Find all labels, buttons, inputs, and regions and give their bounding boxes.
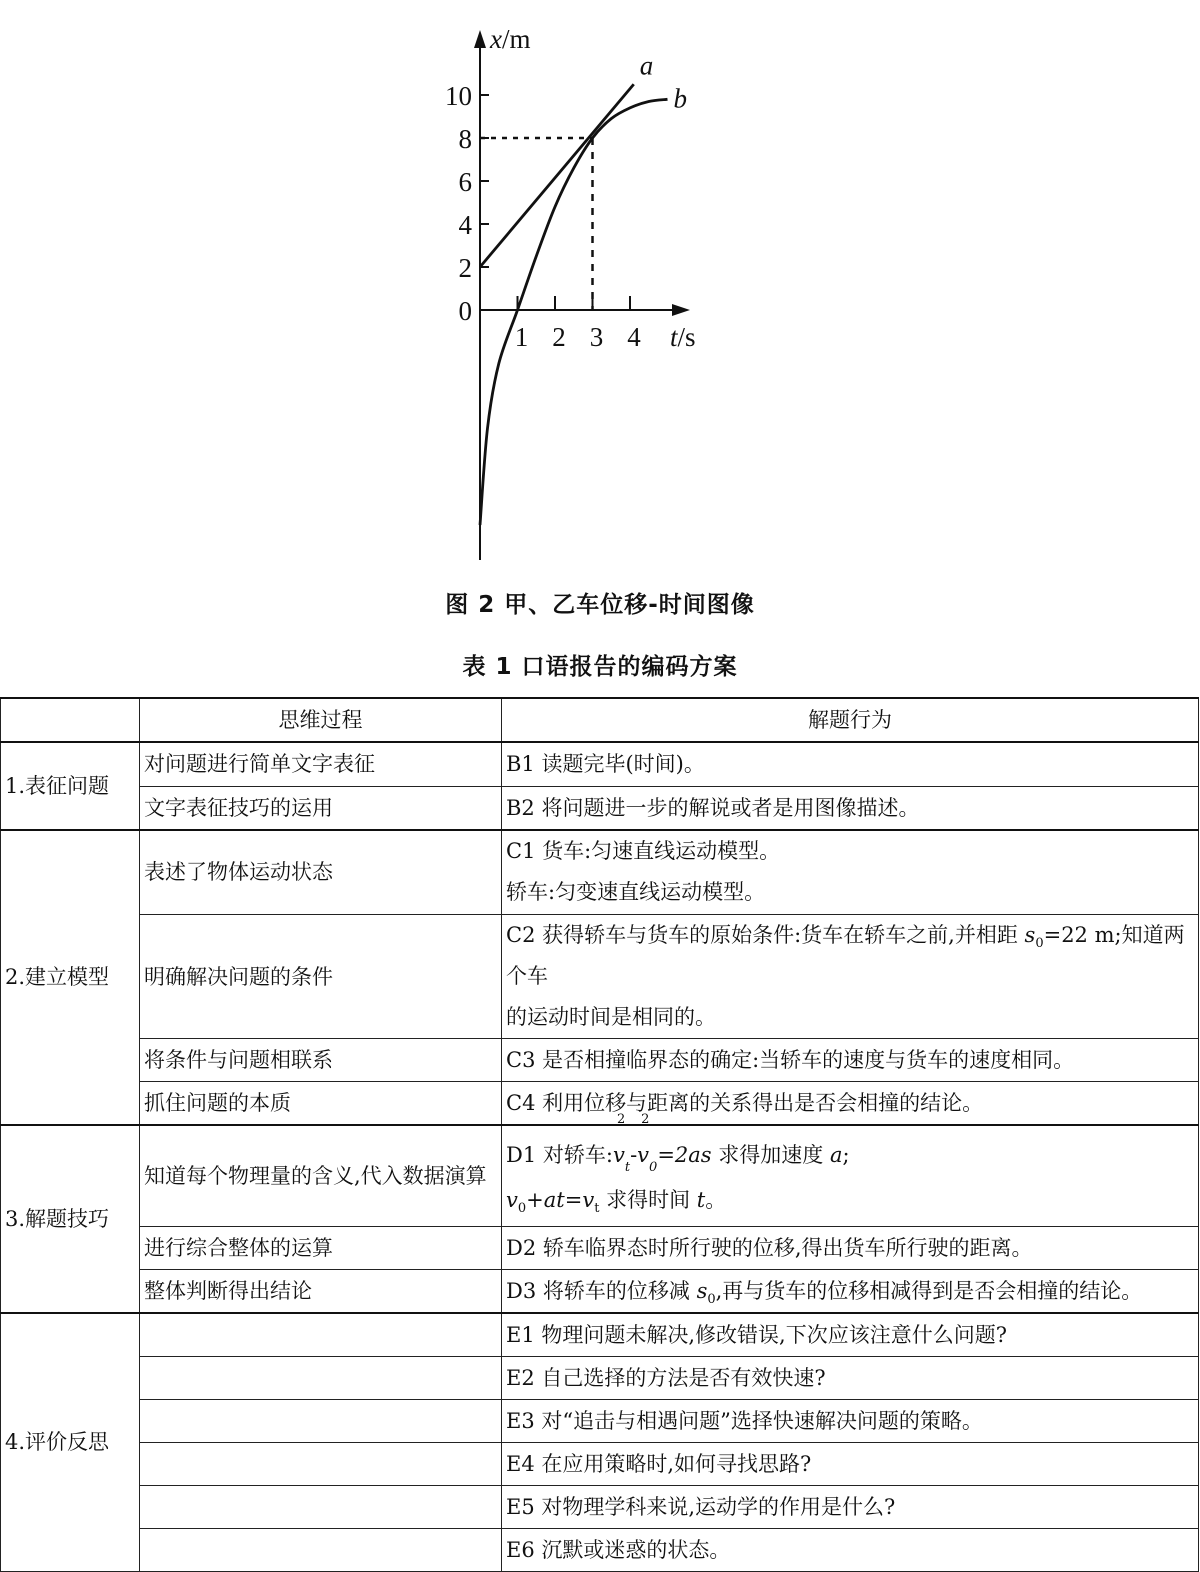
zero-sub: 0: [649, 1160, 658, 1176]
process-cell: 明确解决问题的条件: [140, 915, 502, 1039]
group-reflect: [1, 1313, 1199, 1572]
process-cell: 整体判断得出结论: [140, 1269, 502, 1313]
v-var: v: [612, 1143, 625, 1168]
process-cell: 对问题进行简单文字表征: [140, 742, 502, 786]
group-represent: [1, 742, 1199, 830]
table-row: [1, 1528, 1199, 1571]
coding-scheme-table: [0, 697, 1199, 1572]
behavior-cell: C4 利用位移与距离的关系得出是否会相撞的结论。: [502, 1082, 1199, 1126]
s-var: s: [1024, 923, 1036, 947]
series-label-b: b: [673, 83, 687, 114]
table-row: [1, 1269, 1199, 1313]
minus-sign: -: [630, 1143, 638, 1168]
category-cell: 2.建立模型: [1, 830, 140, 1126]
t-sub: t: [594, 1201, 600, 1217]
y-axis-var: x: [490, 24, 502, 54]
x-tick-label: 1: [514, 322, 529, 352]
v-var: v: [582, 1188, 595, 1213]
group-skill: [1, 1112, 1199, 1313]
process-cell: [140, 1356, 502, 1399]
group-model: [1, 830, 1199, 1126]
zero-sub: 0: [517, 1201, 527, 1217]
behavior-text: =22 m;知道两个车: [506, 923, 1185, 988]
table-caption: 表 1 口语报告的编码方案: [462, 654, 738, 680]
process-cell: [140, 1313, 502, 1357]
t-sub: t: [624, 1160, 631, 1176]
process-cell: 文字表征技巧的运用: [140, 786, 502, 830]
behavior-line: C1 货车:匀速直线运动模型。: [506, 839, 781, 864]
displacement-time-figure: [0, 0, 1200, 580]
y-axis-unit: /m: [501, 24, 531, 54]
behavior-cell: C3 是否相撞临界态的确定:当轿车的速度与货车的速度相同。: [502, 1039, 1199, 1082]
table-row: [1, 1313, 1199, 1357]
process-cell: 知道每个物理量的含义,代入数据演算: [140, 1125, 502, 1226]
process-cell: [140, 1399, 502, 1442]
behavior-cell: E6 沉默或迷惑的状态。: [502, 1528, 1199, 1571]
v0-squared: v 2 $_0$: [637, 1112, 658, 1176]
y-axis-arrow: [474, 30, 486, 48]
behavior-cell: E1 物理问题未解决,修改错误,下次应该注意什么问题?: [502, 1313, 1199, 1357]
semicolon: ;: [842, 1143, 850, 1168]
header-behavior: 解题行为: [502, 698, 1199, 742]
x-tick-label: 4: [627, 322, 641, 352]
behavior-cell: E2 自己选择的方法是否有效快速?: [502, 1356, 1199, 1399]
y-tick-label: 4: [458, 210, 472, 240]
table-row: [1, 830, 1199, 915]
behavior-cell: [502, 830, 1199, 915]
process-cell: [140, 1442, 502, 1485]
behavior-text: ,再与货车的位移相减得到是否会相撞的结论。: [715, 1278, 1143, 1303]
table-row: [1, 1226, 1199, 1269]
figure-caption: 图 2 甲、乙车位移-时间图像: [445, 592, 755, 618]
t-var: t: [696, 1188, 706, 1213]
table-row: [1, 786, 1199, 830]
table-row: [1, 1485, 1199, 1528]
period: 。: [705, 1188, 727, 1213]
table-row: [1, 1125, 1199, 1226]
chart-series: [480, 84, 668, 525]
v-var: v: [637, 1143, 650, 1168]
v-var: v: [506, 1188, 518, 1213]
formula-line-2: [506, 1180, 1194, 1221]
formula-line-1: [506, 1112, 1194, 1180]
behavior-text: 求得时间: [599, 1188, 697, 1213]
behavior-text: D1 对轿车:: [506, 1143, 613, 1168]
x-tick-label: 2: [552, 322, 566, 352]
table-row: [1, 915, 1199, 1039]
behavior-cell: [502, 1112, 1199, 1226]
table-row: [1, 1356, 1199, 1399]
behavior-cell: E3 对“追击与相遇问题”选择快速解决问题的策略。: [502, 1399, 1199, 1442]
x-axis-var: t: [670, 322, 678, 352]
table-header-row: [1, 698, 1199, 742]
displacement-time-chart: [0, 0, 1200, 580]
s-var: s: [696, 1278, 708, 1303]
behavior-cell: [502, 1269, 1199, 1313]
behavior-cell: E4 在应用策略时,如何寻找思路?: [502, 1442, 1199, 1485]
series-line-b: [480, 99, 668, 525]
process-cell: 表述了物体运动状态: [140, 830, 502, 915]
category-cell: 1.表征问题: [1, 742, 140, 830]
table-row: [1, 1442, 1199, 1485]
chart-axes: [474, 30, 690, 560]
process-cell: 将条件与问题相联系: [140, 1039, 502, 1082]
behavior-cell: B2 将问题进一步的解说或者是用图像描述。: [502, 786, 1199, 830]
vt-squared: v 2 $_t$: [612, 1112, 631, 1176]
series-line-a: [480, 84, 634, 267]
behavior-line: [506, 915, 1194, 997]
behavior-text: C2 获得轿车与货车的原始条件:货车在轿车之前,并相距: [506, 923, 1025, 947]
process-cell: [140, 1528, 502, 1571]
x-axis-unit: /s: [677, 322, 696, 352]
table-row: [1, 1399, 1199, 1442]
y-tick-label: 10: [445, 81, 472, 111]
behavior-line: 轿车:匀变速直线运动模型。: [506, 880, 766, 905]
y-tick-label: 2: [458, 253, 472, 283]
x-tick-label: 3: [589, 322, 604, 352]
x-axis-label: [670, 322, 696, 352]
behavior-cell: [502, 915, 1199, 1039]
y-tick-label: 6: [458, 167, 472, 197]
series-label-a: a: [639, 50, 654, 81]
a-var: a: [829, 1143, 843, 1168]
s-sub: 0: [707, 1291, 716, 1307]
table-row: [1, 1039, 1199, 1082]
process-cell: 抓住问题的本质: [140, 1082, 502, 1126]
y-axis-label: [489, 24, 531, 54]
chart-labels: [445, 24, 696, 352]
header-empty: [1, 698, 140, 742]
process-cell: 进行综合整体的运算: [140, 1226, 502, 1269]
header-process: 思维过程: [140, 698, 502, 742]
y-tick-label: 8: [458, 124, 472, 154]
table-row: [1, 742, 1199, 786]
behavior-cell: D2 轿车临界态时所行驶的位移,得出货车所行驶的距离。: [502, 1226, 1199, 1269]
behavior-cell: E5 对物理学科来说,运动学的作用是什么?: [502, 1485, 1199, 1528]
s-sub: 0: [1035, 936, 1044, 952]
eq-2as: =2as: [657, 1143, 712, 1168]
behavior-text: 求得加速度: [711, 1143, 830, 1168]
behavior-cell: B1 读题完毕(时间)。: [502, 742, 1199, 786]
category-cell: 3.解题技巧: [1, 1125, 140, 1313]
behavior-text: D3 将轿车的位移减: [506, 1278, 697, 1303]
table-row: [1, 1082, 1199, 1126]
behavior-line: 的运动时间是相同的。: [506, 1005, 716, 1029]
process-cell: [140, 1485, 502, 1528]
y-tick-label: 0: [458, 296, 472, 326]
plus-at: +at=: [526, 1188, 583, 1213]
x-axis-arrow: [672, 304, 690, 316]
category-cell: 4.评价反思: [1, 1313, 140, 1572]
